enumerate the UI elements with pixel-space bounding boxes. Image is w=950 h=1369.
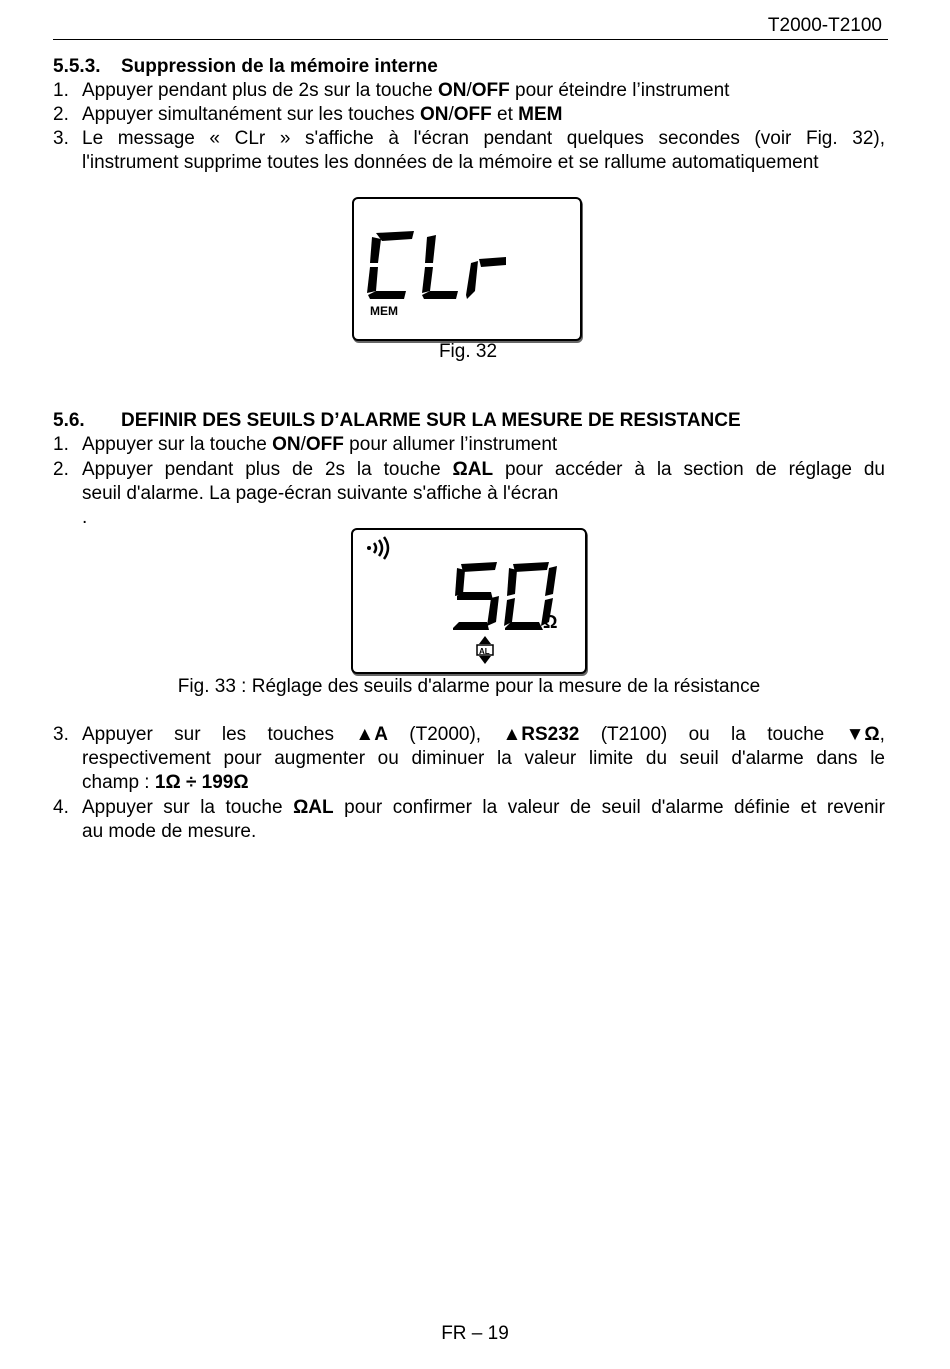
word: sur <box>174 724 201 745</box>
section-title: DEFINIR DES SEUILS D’ALARME SUR LA MESURE DE RESISTANCE <box>121 410 741 431</box>
word: (T2100) <box>600 724 668 745</box>
item-text: Le message « CLr » s'affiche à l'écran pendant quelques secondes (voir Fig. 32), <box>82 128 885 149</box>
list-item-continuation <box>53 506 885 530</box>
key-on: ON <box>437 80 467 101</box>
item-text: pour allumer l’instrument <box>343 434 558 455</box>
word: touches <box>267 724 335 745</box>
list-item <box>53 458 885 482</box>
figure-caption: Fig. 32 <box>438 341 498 362</box>
slash: / <box>448 104 454 125</box>
list-item-continuation <box>53 482 885 506</box>
lcd-50-graphic <box>353 530 585 672</box>
list-item <box>53 723 885 747</box>
list-item-continuation <box>53 151 885 175</box>
figure-caption: Fig. 33 : Réglage des seuils d'alarme pour la mesure de la résistance <box>177 676 761 697</box>
item-text: et <box>491 104 519 125</box>
item-number: 1. <box>53 80 69 101</box>
item-text: . <box>82 507 88 528</box>
comma: , <box>879 724 885 745</box>
mem-label: MEM <box>370 304 398 318</box>
word: les <box>221 724 247 745</box>
item-text: Appuyer pendant plus de 2s sur la touche <box>82 80 438 101</box>
word: la <box>731 724 746 745</box>
slash: / <box>300 434 306 455</box>
item-number: 2. <box>53 104 69 125</box>
buzzer-icon <box>367 537 388 559</box>
item-number: 3. <box>53 128 69 149</box>
item-text: Appuyer sur la touche <box>82 797 294 818</box>
item-number: 2. <box>53 459 69 480</box>
key-up-a: ▲A <box>355 724 388 745</box>
lcd-display-fig33 <box>351 528 587 674</box>
section-title: Suppression de la mémoire interne <box>121 56 438 77</box>
word: ou <box>688 724 710 745</box>
key-off: OFF <box>305 434 344 455</box>
key-off: OFF <box>453 104 492 125</box>
page-header <box>53 14 888 40</box>
word: Appuyer <box>82 724 153 745</box>
key-up-rs232: ▲RS232 <box>502 724 580 745</box>
list-item <box>53 79 885 103</box>
list-item-continuation <box>53 747 885 771</box>
item-text: Appuyer simultanément sur les touches <box>82 104 420 125</box>
item-line-justified <box>82 723 885 747</box>
slash: / <box>466 80 472 101</box>
item-number: 3. <box>53 724 69 745</box>
list-item-continuation <box>53 820 885 844</box>
key-on: ON <box>272 434 301 455</box>
arrows-al-icon <box>477 636 493 664</box>
range-value: 1Ω ÷ 199Ω <box>154 772 249 793</box>
item-text: au mode de mesure. <box>82 821 257 842</box>
al-label: AL <box>479 647 490 656</box>
section-number: 5.5.3. <box>53 56 101 77</box>
item-text: seuil d'alarme. La page-écran suivante s'affiche à l'écran <box>82 483 559 504</box>
item-text: pour confirmer la valeur de seuil d'alarme définie et revenir <box>333 797 885 818</box>
document-title: T2000-T2100 <box>767 15 882 36</box>
list-item <box>53 127 885 151</box>
digit-5 <box>453 562 499 630</box>
item-text: l'instrument supprime toutes les données de la mémoire et se rallume automatiquement <box>82 152 819 173</box>
item-text: champ : <box>82 772 155 793</box>
section-heading-56 <box>53 409 741 433</box>
word: touche <box>767 724 825 745</box>
item-text: pour éteindre l’instrument <box>509 80 730 101</box>
item-text: respectivement pour augmenter ou diminuer la valeur limite du seuil d'alarme dans le <box>82 748 885 769</box>
section-number: 5.6. <box>53 410 85 431</box>
item-number: 1. <box>53 434 69 455</box>
item-text: Appuyer sur la touche <box>82 434 273 455</box>
list-item <box>53 433 885 457</box>
word: (T2000), <box>409 724 482 745</box>
key-on: ON <box>419 104 449 125</box>
omega-unit: Ω <box>543 612 558 632</box>
item-text: Appuyer pendant plus de 2s la touche <box>82 459 453 480</box>
item-text: pour accéder à la section de réglage du <box>493 459 885 480</box>
list-item <box>53 103 885 127</box>
key-off: OFF <box>471 80 510 101</box>
lcd-clr-graphic <box>354 199 580 339</box>
list-item <box>53 796 885 820</box>
lcd-display-fig32 <box>352 197 582 341</box>
page-number: FR – 19 <box>441 1323 509 1344</box>
key-down-omega: ▼Ω <box>845 724 880 745</box>
section-heading-553 <box>53 55 438 79</box>
key-omega-al: ΩAL <box>452 459 494 480</box>
key-mem: MEM <box>518 104 563 125</box>
key-omega-al: ΩAL <box>293 797 334 818</box>
list-item-continuation <box>53 771 885 795</box>
item-number: 4. <box>53 797 69 818</box>
